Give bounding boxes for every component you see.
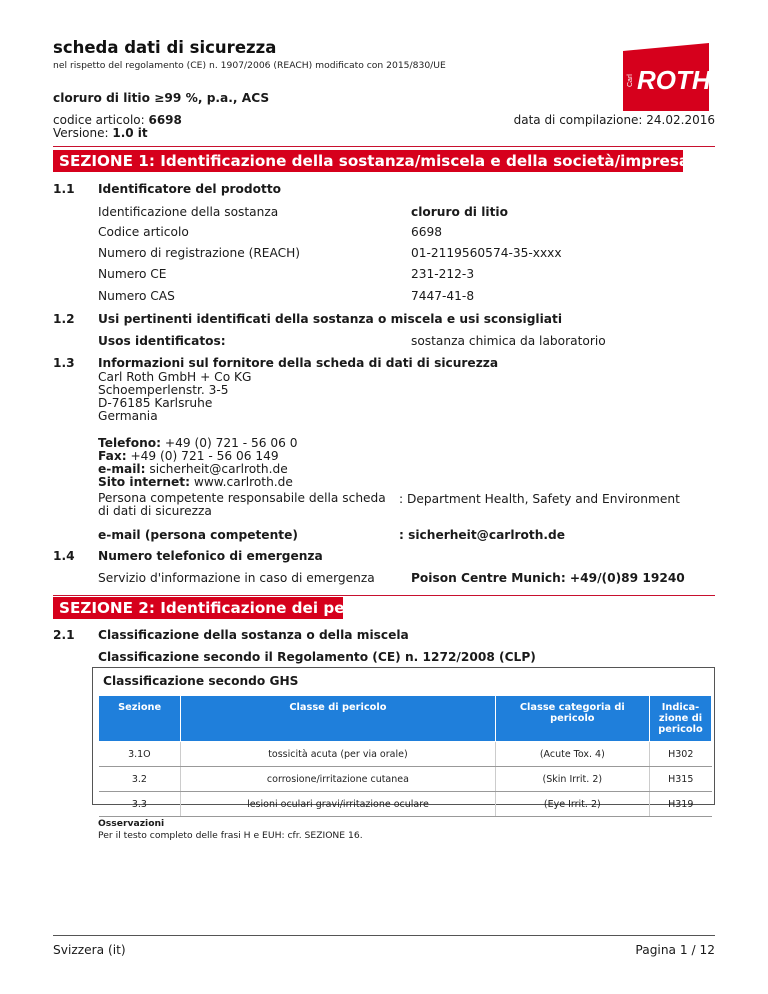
identified-uses-label: Usos identificatos: <box>98 334 226 348</box>
cell-hazard-class: corrosione/irritazione cutanea <box>181 767 495 792</box>
row-value: 6698 <box>411 225 443 239</box>
page-number: Pagina 1 / 12 <box>635 943 715 957</box>
article-value: 6698 <box>148 113 182 127</box>
hazard-table <box>98 695 712 817</box>
cell-hazard-statement: H315 <box>650 767 712 792</box>
observations-text: Per il testo completo delle frasi H e EUH: cfr. SEZIONE 16. <box>98 830 363 841</box>
section-2-1-number: 2.1 <box>53 628 75 642</box>
clp-classification-title: Classificazione secondo il Regolamento (CE) n. 1272/2008 (CLP) <box>98 650 536 664</box>
emergency-value: Poison Centre Munich: +49/(0)89 19240 <box>411 571 685 585</box>
table-header-row <box>99 696 712 742</box>
cell-section: 3.3 <box>99 792 181 817</box>
address-line: Carl Roth GmbH + Co KG <box>98 370 252 384</box>
svg-text:Carl: Carl <box>627 74 634 87</box>
section-1-4-title: Numero telefonico di emergenza <box>98 549 323 563</box>
cell-section: 3.2 <box>99 767 181 792</box>
section-1-header: SEZIONE 1: Identificazione della sostanza/miscela e della società/impresa <box>53 150 683 172</box>
column-header-hazard-class: Classe di pericolo <box>181 696 495 742</box>
document-subtitle: nel rispetto del regolamento (CE) n. 1907/2006 (REACH) modificato con 2015/830/UE <box>53 60 446 71</box>
column-header-category: Classe categoria di pericolo <box>495 696 649 742</box>
row-label: Codice articolo <box>98 225 189 239</box>
table-row <box>99 742 712 767</box>
divider <box>53 146 715 147</box>
table-row <box>99 767 712 792</box>
row-label: Numero CE <box>98 267 167 281</box>
section-1-4-number: 1.4 <box>53 549 75 563</box>
row-value: 01-2119560574-35-xxxx <box>411 246 562 260</box>
address-line: D-76185 Karlsruhe <box>98 396 213 410</box>
cell-hazard-class: lesioni oculari gravi/irritazione oculare <box>181 792 495 817</box>
cell-category: (Acute Tox. 4) <box>495 742 649 767</box>
column-header-section: Sezione <box>99 696 181 742</box>
responsible-person-value: : Department Health, Safety and Environment <box>399 492 680 506</box>
row-value: 231-212-3 <box>411 267 475 281</box>
fax-value: +49 (0) 721 - 56 06 149 <box>126 449 279 463</box>
cell-section: 3.1O <box>99 742 181 767</box>
section-2-1-title: Classificazione della sostanza o della miscela <box>98 628 409 642</box>
section-1-2-title: Usi pertinenti identificati della sostanza o miscela e usi sconsigliati <box>98 312 563 326</box>
footer-divider <box>53 935 715 936</box>
competent-email-label: e-mail (persona competente) <box>98 528 298 542</box>
section-2-header: SEZIONE 2: Identificazione dei pericoli <box>53 597 343 619</box>
divider <box>53 595 715 596</box>
row-label: Identificazione della sostanza <box>98 205 279 219</box>
email-label: e-mail: <box>98 462 146 476</box>
cell-hazard-statement: H302 <box>650 742 712 767</box>
roth-logo <box>617 39 715 115</box>
section-1-3-title: Informazioni sul fornitore della scheda di dati di sicurezza <box>98 356 499 370</box>
identified-uses-value: sostanza chimica da laboratorio <box>411 334 606 348</box>
website-label: Sito internet: <box>98 475 190 489</box>
ghs-classification-title: Classificazione secondo GHS <box>103 674 299 688</box>
row-value: cloruro di litio <box>411 205 508 219</box>
observations-title: Osservazioni <box>98 818 165 829</box>
responsible-person-label: Persona competente responsabile della scheda di dati di sicurezza <box>98 491 386 518</box>
section-1-1-title: Identificatore del prodotto <box>98 182 282 196</box>
section-1-3-number: 1.3 <box>53 356 75 370</box>
cell-category: (Eye Irrit. 2) <box>495 792 649 817</box>
supplier-address <box>98 371 251 423</box>
phone-label: Telefono: <box>98 436 162 450</box>
section-1-1-number: 1.1 <box>53 182 75 196</box>
cell-hazard-statement: H319 <box>650 792 712 817</box>
phone-value: +49 (0) 721 - 56 06 0 <box>161 436 298 450</box>
section-1-2-number: 1.2 <box>53 312 75 326</box>
competent-email-value[interactable]: : sicherheit@carlroth.de <box>399 528 566 542</box>
row-value: 7447-41-8 <box>411 289 475 303</box>
article-code <box>53 113 182 127</box>
product-name: cloruro di litio ≥99 %, p.a., ACS <box>53 91 270 105</box>
column-header-hazard-statement: Indica-zione di pericolo <box>650 696 712 742</box>
article-label: codice articolo: <box>53 113 149 127</box>
row-label: Numero CAS <box>98 289 175 303</box>
version <box>53 126 148 140</box>
footer-country: Svizzera (it) <box>53 943 126 957</box>
email-value[interactable]: sicherheit@carlroth.de <box>145 462 288 476</box>
address-line: Schoemperlenstr. 3-5 <box>98 383 229 397</box>
compilation-date: data di compilazione: 24.02.2016 <box>513 113 715 127</box>
version-label: Versione: <box>53 126 113 140</box>
svg-text:®: ® <box>703 46 709 53</box>
cell-hazard-class: tossicità acuta (per via orale) <box>181 742 495 767</box>
fax-label: Fax: <box>98 449 127 463</box>
table-row <box>99 792 712 817</box>
address-line: Germania <box>98 409 158 423</box>
cell-category: (Skin Irrit. 2) <box>495 767 649 792</box>
emergency-label: Servizio d'informazione in caso di emergenza <box>98 571 375 585</box>
version-value: 1.0 it <box>112 126 148 140</box>
website-value[interactable]: www.carlroth.de <box>190 475 293 489</box>
row-label: Numero di registrazione (REACH) <box>98 246 301 260</box>
website-line <box>98 476 298 489</box>
svg-text:ROTH: ROTH <box>637 65 711 95</box>
document-title: scheda dati di sicurezza <box>53 38 277 57</box>
supplier-contacts <box>98 437 298 489</box>
